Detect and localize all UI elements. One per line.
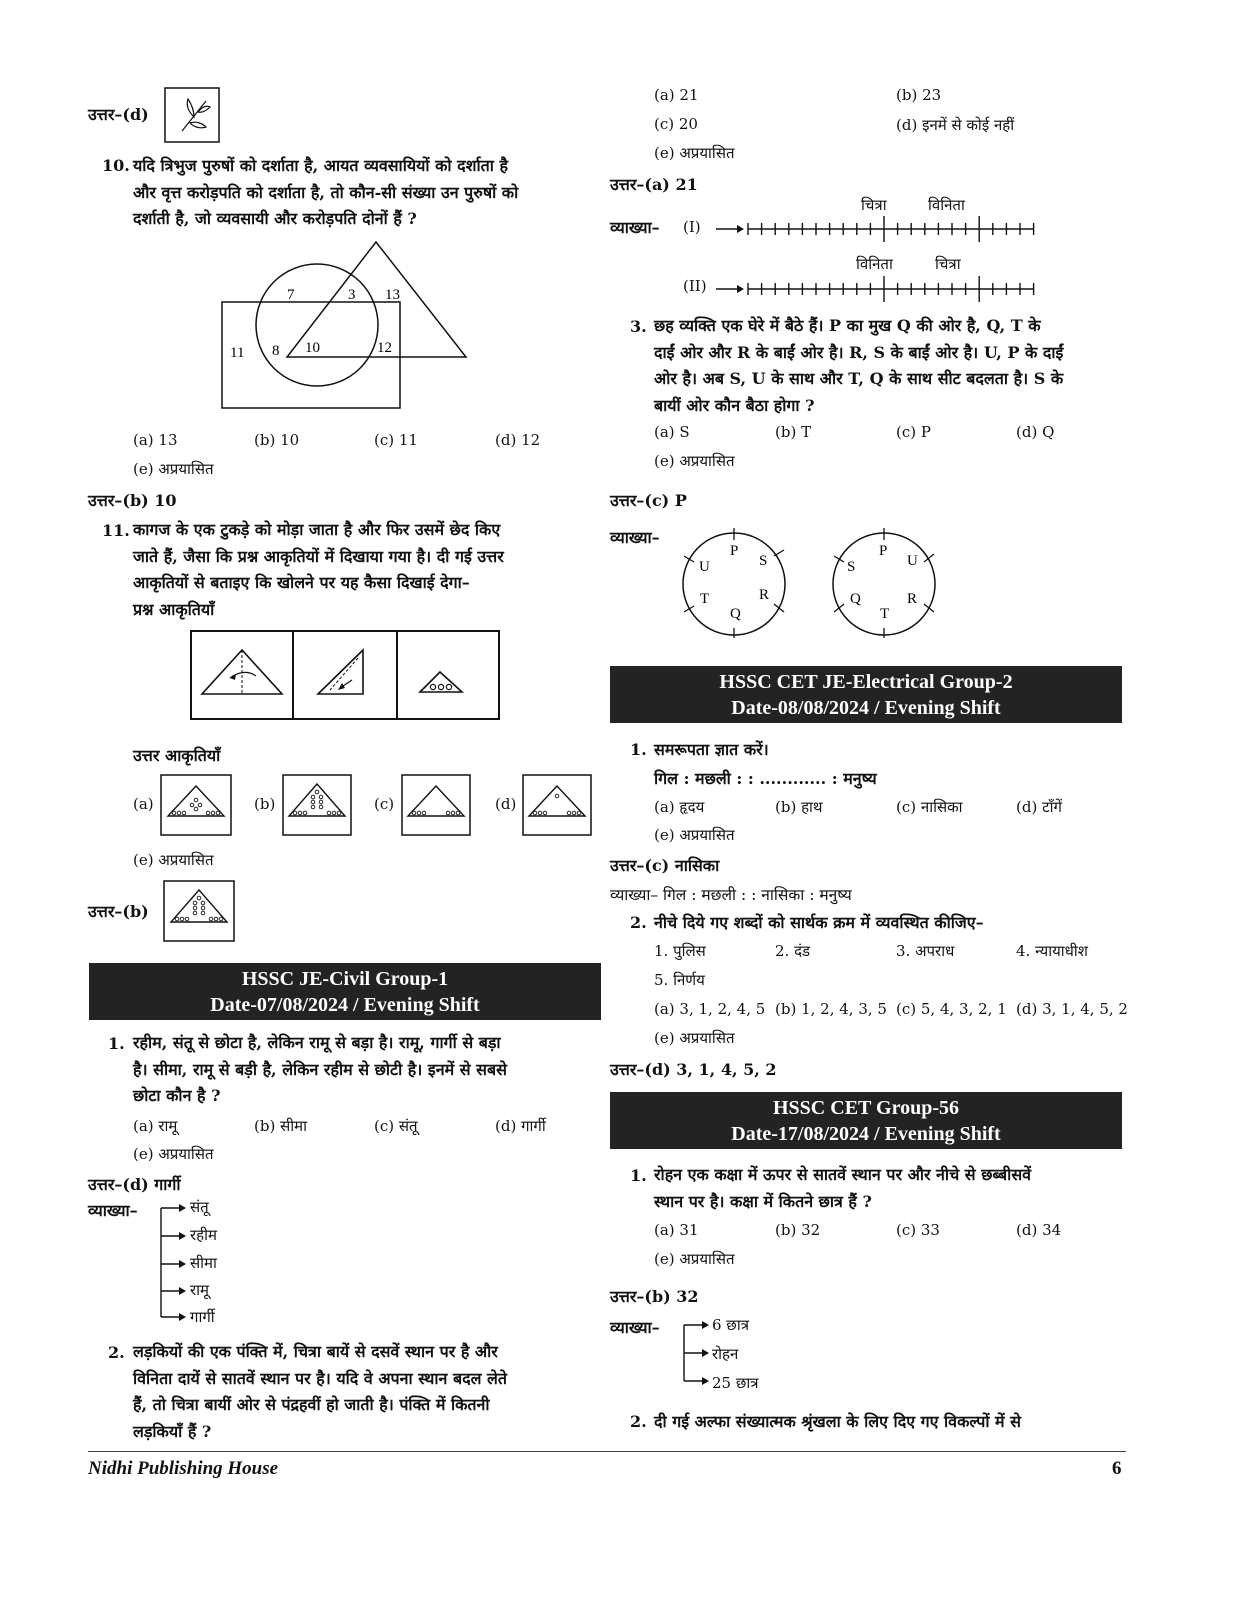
circle2-letter: R: [907, 591, 918, 607]
q11-fig-option: (d): [495, 795, 517, 813]
e1-explain: व्याख्या– गिल : मछली : : नासिका : मनुष्य: [610, 886, 852, 904]
g1-tree: [681, 1316, 711, 1388]
c2-option: (d) इनमें से कोई नहीं: [896, 116, 1015, 134]
circle2-letter: P: [879, 543, 888, 559]
section-banner-civil: [89, 963, 601, 1020]
e1-line1: समरूपता ज्ञात करें।: [654, 740, 769, 759]
c2-text: [133, 1339, 603, 1445]
q10-option: (e) अप्रयासित: [133, 460, 214, 478]
footer-divider: [88, 1451, 1126, 1452]
g1-option: (a) 31: [654, 1221, 699, 1239]
c2-line: विनिता दायें से सातवें स्थान पर है। यदि वे अपना स्थान बदल लेते: [133, 1368, 507, 1388]
e1-option: (b) हाथ: [775, 798, 823, 816]
c1-option: (a) रामू: [133, 1117, 178, 1135]
q11-fig-option: (a): [133, 795, 154, 813]
q11-line: जाते हैं, जैसा कि प्रश्न आकृतियों में दिखाया गया है। दी गई उत्तर: [133, 546, 504, 566]
circle2-letter: T: [880, 606, 890, 622]
circle2-letter: Q: [850, 591, 861, 607]
circle-shape: [256, 264, 378, 386]
q11-text: [133, 517, 603, 597]
line1-first-name: चित्रा: [861, 196, 887, 214]
line2-roman: (II): [683, 277, 707, 295]
e2-word: 4. न्यायाधीश: [1016, 942, 1088, 960]
e2-line1: नीचे दिये गए शब्दों को सार्थक क्रम में व्यवस्थित कीजिए–: [654, 913, 984, 932]
g1-option: (e) अप्रयासित: [654, 1250, 735, 1268]
banner-date: Date-17/08/2024 / Evening Shift: [731, 1123, 1001, 1145]
c3-text: [654, 313, 1124, 419]
g1-line: स्थान पर है। कक्षा में कितने छात्र हैं ?: [654, 1191, 872, 1211]
answer-figure-b: [282, 774, 352, 836]
c1-option: (d) गार्गी: [495, 1117, 546, 1135]
g1-tree-item: 25 छात्र: [712, 1374, 759, 1392]
q10-line: दर्शाती है, जो व्यवसायी और करोड़पति दोनों हैं ?: [133, 209, 417, 228]
c1-line: छोटा कौन है ?: [133, 1086, 221, 1105]
c3-explain-label: व्याख्या–: [610, 528, 660, 547]
e1-option: (a) हृदय: [654, 798, 705, 816]
c1-line: है। सीमा, रामू से बड़ी है, लेकिन रहीम से छोटी है। इनमें से सबसे: [133, 1059, 507, 1079]
c3-answer: उत्तर–(c) P: [610, 491, 687, 510]
g1-text: [654, 1162, 1124, 1215]
c1-order-item: रहीम: [190, 1226, 217, 1244]
c2-line: लड़कियों की एक पंक्ति में, चित्रा बायें से दसवें स्थान पर है और: [133, 1342, 498, 1361]
c2-option: (a) 21: [654, 86, 699, 104]
c2-option: (b) 23: [896, 86, 942, 104]
e1-option: (d) टाँगें: [1016, 798, 1062, 816]
g1-answer: उत्तर–(b) 32: [610, 1287, 699, 1306]
c3-option: (d) Q: [1016, 423, 1055, 441]
q9-answer-label: उत्तर–(d): [88, 105, 149, 124]
c2-answer: उत्तर–(a) 21: [610, 175, 698, 194]
answer-figure-d: [522, 774, 592, 836]
c1-order-item: सीमा: [190, 1254, 217, 1272]
e2-option: (d) 3, 1, 4, 5, 2: [1016, 1000, 1128, 1018]
circle1-letter: U: [699, 559, 710, 575]
line2-first-name: विनिता: [856, 255, 893, 273]
c3-line: दाईं ओर और R के बाईं ओर है। R, S के बाईं ओर है। U, P के दाईं: [654, 342, 1064, 362]
c3-line: छह व्यक्ति एक घेरे में बैठे हैं। P का मुख Q की ओर है, Q, T के: [654, 316, 1041, 335]
e2-option: (b) 1, 2, 4, 3, 5: [775, 1000, 887, 1018]
q9-answer-figure: [164, 87, 220, 143]
q11-line: कागज के एक टुकड़े को मोड़ा जाता है और फिर उसमें छेद किए: [133, 520, 501, 539]
c1-option: (e) अप्रयासित: [133, 1145, 214, 1163]
g1-option: (d) 34: [1016, 1221, 1062, 1239]
c3-option: (b) T: [775, 423, 812, 441]
q11-answer-figure: [163, 880, 235, 942]
c1-answer: उत्तर–(d) गार्गी: [88, 1175, 181, 1194]
g2-number: 2.: [630, 1412, 647, 1431]
section-banner-group56: [610, 1092, 1122, 1149]
g1-explain-label: व्याख्या–: [610, 1318, 660, 1337]
e2-word: 3. अपराध: [896, 942, 955, 960]
e2-answer: उत्तर–(d) 3, 1, 4, 5, 2: [610, 1060, 777, 1079]
banner-title: HSSC JE-Civil Group-1: [241, 968, 449, 990]
e1-line2: गिल : मछली : : ............ : मनुष्य: [654, 769, 877, 788]
g1-number: 1.: [630, 1166, 647, 1185]
c1-order-item: गार्गी: [190, 1308, 215, 1326]
c1-text: [133, 1030, 603, 1110]
e2-word: 1. पुलिस: [654, 942, 706, 960]
banner-date: Date-08/08/2024 / Evening Shift: [731, 697, 1001, 719]
venn-number: 11: [230, 345, 245, 361]
e2-word: 5. निर्णय: [654, 971, 705, 989]
line1-roman: (I): [683, 218, 701, 236]
c3-number: 3.: [630, 317, 647, 336]
row-tick-lines: [712, 212, 1042, 302]
circle2-letter: U: [907, 553, 918, 569]
c1-option: (b) सीमा: [254, 1117, 307, 1135]
venn-diagram: [215, 238, 475, 413]
seating-circles: [676, 528, 946, 638]
q10-option: (a) 13: [133, 431, 178, 449]
c3-option: (e) अप्रयासित: [654, 452, 735, 470]
c3-line: बायीं ओर कौन बैठा होगा ?: [654, 395, 815, 415]
circle1-letter: S: [759, 553, 768, 569]
circle2-letter: S: [847, 559, 856, 575]
q10-option: (c) 11: [374, 431, 418, 449]
line2-second-name: चित्रा: [935, 255, 961, 273]
answer-figures-label: उत्तर आकृतियाँ: [133, 746, 221, 765]
question-figures-label: प्रश्न आकृतियाँ: [133, 600, 215, 619]
page-number: 6: [1112, 1458, 1122, 1479]
c2-option: (e) अप्रयासित: [654, 144, 735, 162]
g1-tree-item: 6 छात्र: [712, 1316, 749, 1334]
c1-order-item: संतू: [190, 1198, 209, 1216]
publisher-name: Nidhi Publishing House: [88, 1458, 279, 1479]
q10-option: (d) 12: [495, 431, 541, 449]
q10-text: [133, 153, 603, 233]
c1-line: रहीम, संतू से छोटा है, लेकिन रामू से बड़ा है। रामू, गार्गी से बड़ा: [133, 1033, 501, 1052]
c2-option: (c) 20: [654, 115, 698, 133]
q10-option: (b) 10: [254, 431, 300, 449]
c1-order-item: रामू: [190, 1281, 209, 1299]
g1-option: (c) 33: [896, 1221, 940, 1239]
q11-option-e: (e) अप्रयासित: [133, 851, 214, 869]
c3-option: (a) S: [654, 423, 690, 441]
c2-line: लड़कियाँ हैं ?: [133, 1421, 212, 1441]
c2-explain-label: व्याख्या–: [610, 218, 660, 237]
answer-figure-c: [401, 774, 471, 836]
e2-option: (a) 3, 1, 2, 4, 5: [654, 1000, 766, 1018]
banner-title: HSSC CET JE-Electrical Group-2: [719, 671, 1013, 693]
e2-number: 2.: [630, 913, 647, 932]
g2-line1: दी गई अल्फा संख्यात्मक श्रृंखला के लिए दिए गए विकल्पों में से: [654, 1412, 1021, 1431]
q10-line: यदि त्रिभुज पुरुषों को दर्शाता है, आयत व्यवसायियों को दर्शाता है: [133, 156, 508, 175]
line1-second-name: विनिता: [928, 196, 965, 214]
circle1-letter: P: [730, 543, 739, 559]
e1-option: (c) नासिका: [896, 798, 963, 816]
venn-number: 13: [385, 287, 400, 303]
c1-explain-label: व्याख्या–: [88, 1201, 138, 1220]
g1-option: (b) 32: [775, 1221, 821, 1239]
e2-option: (e) अप्रयासित: [654, 1029, 735, 1047]
c2-number: 2.: [108, 1343, 125, 1362]
answer-figure-a: [160, 774, 232, 836]
q10-answer: उत्तर–(b) 10: [88, 491, 177, 510]
e1-number: 1.: [630, 740, 647, 759]
e1-option: (e) अप्रयासित: [654, 826, 735, 844]
e1-answer: उत्तर–(c) नासिका: [610, 856, 720, 875]
q10-number: 10.: [102, 156, 130, 175]
c3-line: ओर है। अब S, U के साथ और T, Q के साथ सीट बदलता है। S के: [654, 369, 1064, 388]
c1-order-tree: [158, 1199, 188, 1327]
venn-number: 3: [348, 287, 356, 303]
c1-number: 1.: [108, 1034, 125, 1053]
venn-number: 8: [272, 343, 280, 359]
g1-tree-item: रोहन: [712, 1345, 739, 1363]
q11-number: 11.: [102, 521, 130, 540]
question-figures: [190, 630, 502, 722]
circle1-letter: R: [759, 587, 770, 603]
q11-fig-option: (c): [374, 795, 395, 813]
banner-date: Date-07/08/2024 / Evening Shift: [210, 994, 480, 1016]
section-banner-electrical: [610, 666, 1122, 723]
circle1-letter: Q: [730, 606, 741, 622]
c2-line: हैं, तो चित्रा बायीं ओर से पंद्रहवीं हो जाती है। पंक्ति में कितनी: [133, 1395, 490, 1414]
g1-line: रोहन एक कक्षा में ऊपर से सातवें स्थान पर और नीचे से छब्बीसवें: [654, 1165, 1032, 1184]
banner-title: HSSC CET Group-56: [773, 1097, 959, 1119]
e2-option: (c) 5, 4, 3, 2, 1: [896, 1000, 1007, 1018]
q11-fig-option: (b): [254, 795, 276, 813]
q10-line: और वृत्त करोड़पति को दर्शाता है, तो कौन-सी संख्या उन पुरुषों को: [133, 182, 519, 202]
q11-answer-label: उत्तर–(b): [88, 902, 149, 921]
c1-option: (c) संतू: [374, 1117, 418, 1135]
venn-number: 7: [287, 287, 295, 303]
venn-number: 10: [305, 340, 320, 356]
c3-option: (c) P: [896, 423, 931, 441]
circle1-letter: T: [700, 591, 710, 607]
q11-line: आकृतियों से बताइए कि खोलने पर यह कैसा दिखाई देगा–: [133, 573, 470, 592]
venn-number: 12: [377, 340, 392, 356]
e2-word: 2. दंड: [775, 942, 811, 960]
